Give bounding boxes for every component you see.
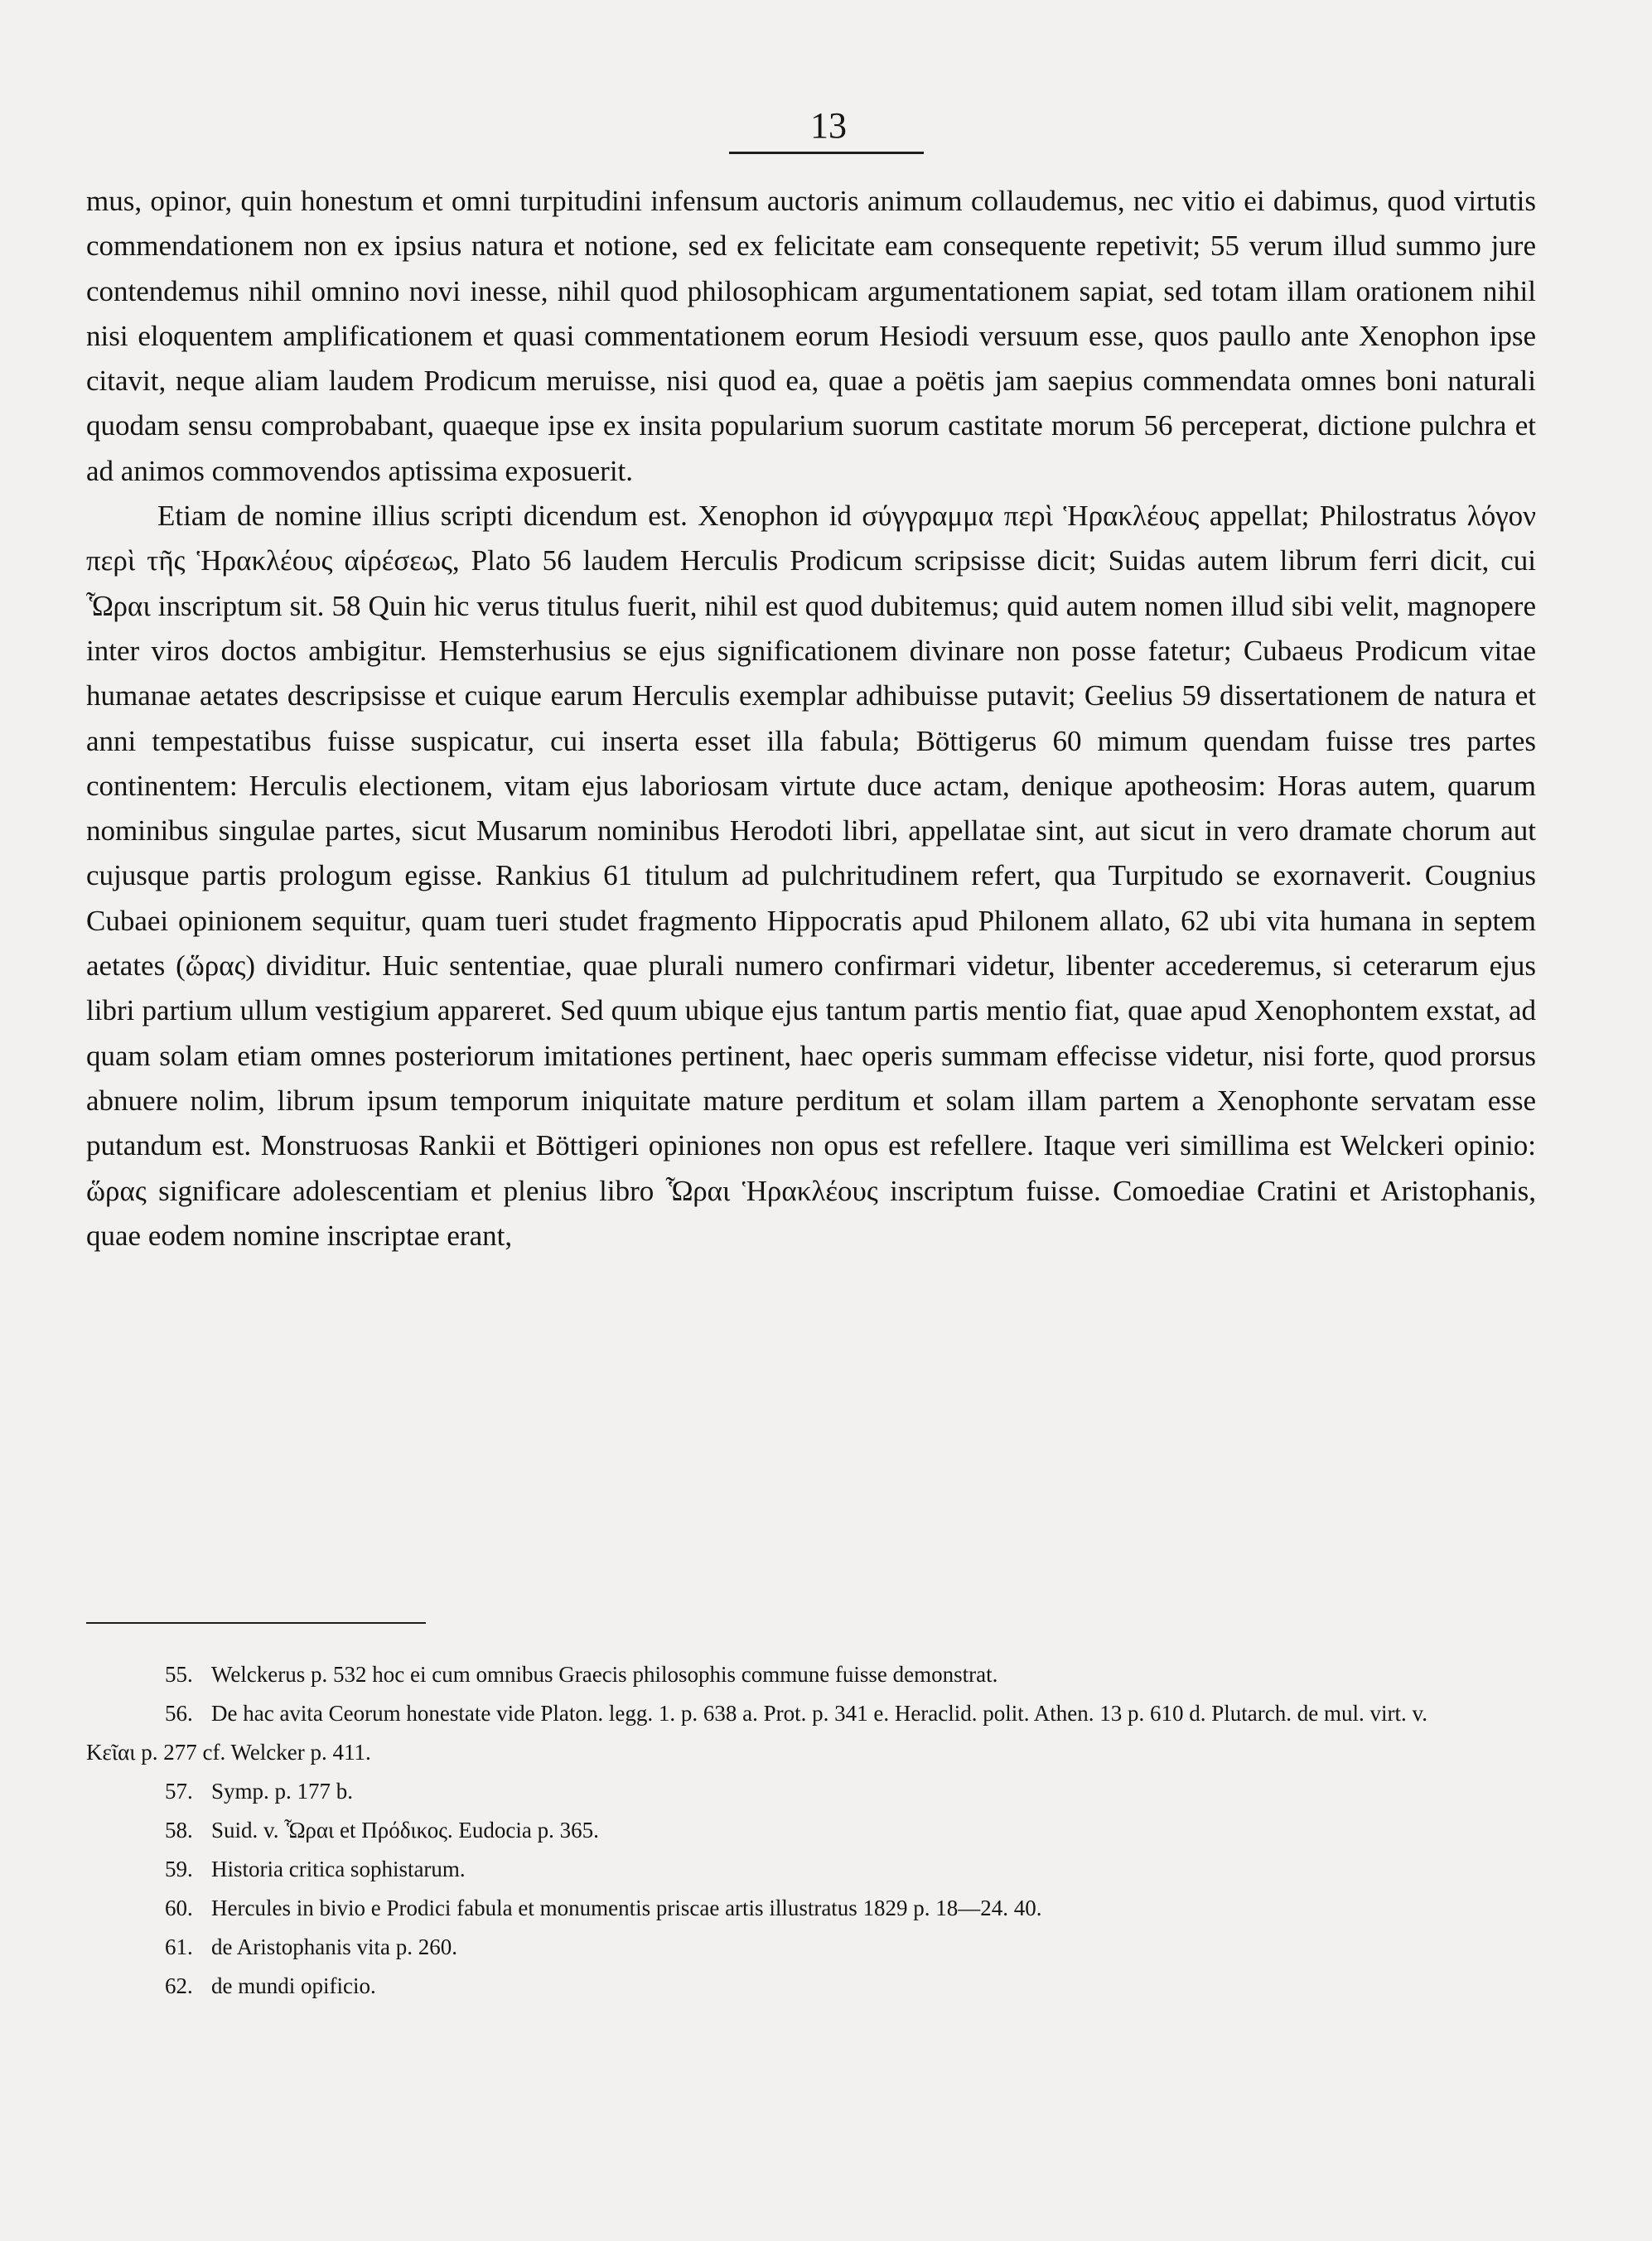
footnote-text: Historia critica sophistarum.	[211, 1857, 466, 1881]
footnote-text: Suid. v. Ὧραι et Πρόδικος. Eudocia p. 365.	[211, 1818, 599, 1843]
footnote	[86, 1928, 1478, 1967]
paragraph: mus, opinor, quin honestum et omni turpitudini infensum auctoris animum collaudemus, nec vitio ei dabimus, quod virtutis commendationem non ex ipsius natura et notione, sed ex felicitate eam consequente repetivit; 55 verum illud summo jure contendemus nihil omnino novi inesse, nihil quod philosophicam argumentationem sapiat, sed totam illam orationem nihil nisi eloquentem amplificationem et quasi commentationem eorum Hesiodi versuum esse, quos paullo ante Xenophon ipse citavit, neque aliam laudem Prodicum meruisse, nisi quod ea, quae a poëtis jam saepius commendata omnes boni naturali quodam sensu comprobabant, quaeque ipse ex insita popularium suorum castitate morum 56 perceperat, dictione pulchra et ad animos commovendos aptissima exposuerit.	[86, 185, 1536, 487]
footnote	[86, 1850, 1478, 1889]
page-number: 13	[810, 105, 847, 146]
footnote-text: Hercules in bivio e Prodici fabula et monumentis priscae artis illustratus 1829 p. 18—24. 40.	[211, 1896, 1042, 1920]
footnote-number: 57.	[165, 1779, 193, 1804]
page-number-rule	[729, 152, 924, 154]
footnote-number: 55.	[165, 1662, 193, 1687]
main-text	[86, 179, 1536, 1258]
footnotes	[86, 1655, 1478, 2006]
footnote-text: Welckerus p. 532 hoc ei cum omnibus Graecis philosophis commune fuisse demonstrat.	[211, 1662, 998, 1687]
footnote-number: 62.	[165, 1973, 193, 1998]
footnote	[86, 1655, 1478, 1694]
footnote-text: de Aristophanis vita p. 260.	[211, 1934, 457, 1959]
footnote-separator	[86, 1622, 426, 1624]
footnote-text: De hac avita Ceorum honestate vide Platon. legg. 1. p. 638 a. Prot. p. 341 e. Heraclid. polit. Athen. 13 p. 610 d. Plutarch. de mul. virt. v. Κεῖαι p. 277 cf. Welcker p. 411.	[86, 1701, 1427, 1765]
footnote	[86, 1694, 1478, 1772]
footnote-text: Symp. p. 177 b.	[211, 1779, 354, 1804]
footnote-text: de mundi opificio.	[211, 1973, 376, 1998]
footnote	[86, 1889, 1478, 1928]
footnote	[86, 1811, 1478, 1850]
footnote	[86, 1967, 1478, 2006]
footnote-number: 58.	[165, 1818, 193, 1843]
footnote	[86, 1772, 1478, 1811]
footnote-number: 60.	[165, 1896, 193, 1920]
footnote-number: 59.	[165, 1857, 193, 1881]
paragraph: Etiam de nomine illius scripti dicendum est. Xenophon id σύγγραμμα περὶ Ἡρακλέους appellat; Philostratus λόγον περὶ τῆς Ἡρακλέους αἱρέσεως, Plato 56 laudem Herculis Prodicum scripsisse dicit; Suidas autem librum ferri dicit, cui Ὧραι inscriptum sit. 58 Quin hic verus titulus fuerit, nihil est quod dubitemus; quid autem nomen illud sibi velit, magnopere inter viros doctos ambigitur. Hemsterhusius se ejus significationem divinare non posse fatetur; Cubaeus Prodicum vitae humanae aetates descripsisse et cuique earum Herculis exemplar adhibuisse putavit; Geelius 59 dissertationem de natura et anni tempestatibus fuisse suspicatur, cui inserta esset illa fabula; Böttigerus 60 mimum quendam fuisse tres partes continentem: Herculis electionem, vitam ejus laboriosam virtute duce actam, denique apotheosim: Horas autem, quarum nominibus singulae partes, sicut Musarum nominibus Herodoti libri, appellatae sint, aut sicut in vero dramate chorum aut cujusque partis prologum egisse. Rankius 61 titulum ad pulchritudinem refert, qua Turpitudo se exornaverit. Cougnius Cubaei opinionem sequitur, quam tueri studet fragmento Hippocratis apud Philonem allato, 62 ubi vita humana in septem aetates (ὥρας) dividitur. Huic sententiae, quae plurali numero confirmari videtur, libenter accederemus, si ceterarum ejus libri partium ullum vestigium appareret. Sed quum ubique ejus tantum partis mentio fiat, quae apud Xenophontem exstat, ad quam solam etiam omnes posteriorum imitationes pertinent, haec operis summam effecisse videtur, nisi forte, quod prorsus abnuere nolim, librum ipsum temporum iniquitate mature perditum et solam illam partem a Xenophonte servatam esse putandum est. Monstruosas Rankii et Böttigeri opiniones non opus est refellere. Itaque veri simillima est Welckeri opinio: ὥρας significare adolescentiam et plenius libro Ὧραι Ἡρακλέους inscriptum fuisse. Comoediae Cratini et Aristophanis, quae eodem nomine inscriptae erant,	[86, 500, 1536, 1252]
footnote-number: 56.	[165, 1701, 193, 1726]
footnote-number: 61.	[165, 1934, 193, 1959]
